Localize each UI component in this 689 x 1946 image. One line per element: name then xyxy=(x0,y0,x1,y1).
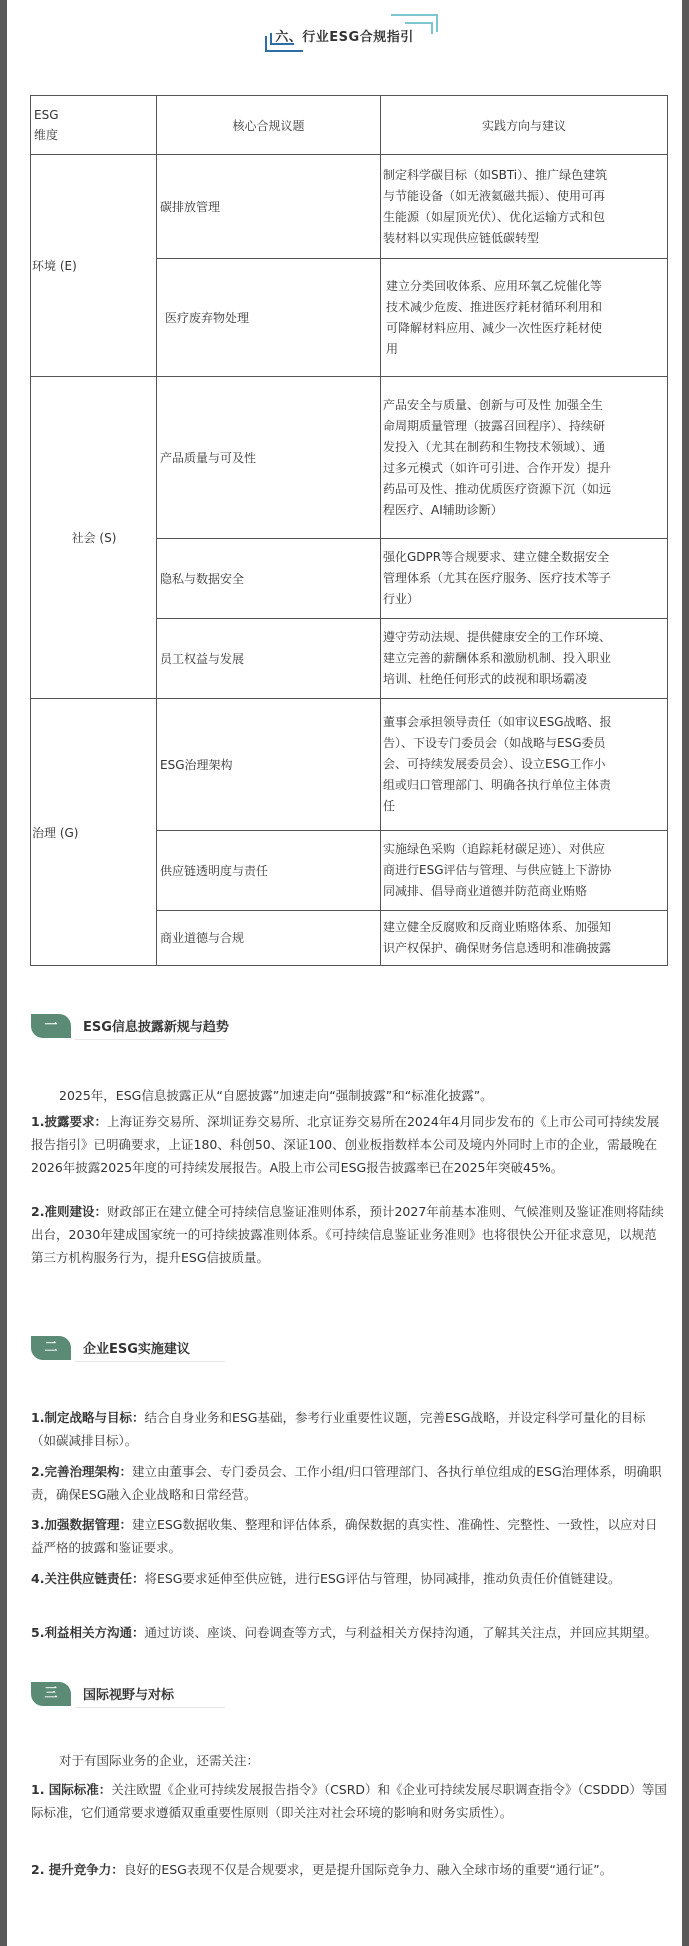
practice-line: 药品可及性、推动优质医疗资源下沉（如远 xyxy=(383,481,612,496)
practice-line: 生能源（如屋顶光伏）、优化运输方式和包 xyxy=(383,209,606,224)
dimension-cell: 社会 (S) xyxy=(31,377,157,699)
practice-line: 行业） xyxy=(383,592,420,606)
practice-line: 产品安全与质量、创新与可及性 加强全生 xyxy=(383,397,603,412)
section3-item-1: 1. 国际标准：关注欧盟《企业可持续发展报告指令》（CSRD）和《企业可持续发展尽职调查指令》（CSDDD）等国际标准，它们通常要求遵循双重重要性原则（即关注对社会环境的影响和财务实质性）。 xyxy=(31,1782,667,1820)
practice-line: 董事会承担领导责任（如审议ESG战略、报 xyxy=(383,715,612,729)
practice-cell xyxy=(381,377,668,539)
practice-line: 建立健全反腐败和反商业贿赂体系、加强知 xyxy=(383,920,612,934)
topic-cell: 医疗废弃物处理 xyxy=(157,259,381,377)
section-title: 国际视野与对标 xyxy=(83,1688,175,1703)
section2-item-1: 1.制定战略与目标：结合自身业务和ESG基础，参考行业重要性议题，完善ESG战略，并设定科学可量化的目标（如碳减排目标）。 xyxy=(31,1410,646,1448)
table-header-row xyxy=(31,96,668,155)
section2-item-4: 4.关注供应链责任：将ESG要求延伸至供应链，进行ESG评估与管理，协同减排，推动负责任价值链建设。 xyxy=(31,1571,621,1586)
section1-intro: 2025年，ESG信息披露正从“自愿披露”加速走向“强制披露”和“标准化披露”。 xyxy=(59,1088,493,1103)
practice-line: 识产权保护、确保财务信息透明和准确披露 xyxy=(383,941,612,955)
topic-cell: 产品质量与可及性 xyxy=(157,377,381,539)
header-practice: 实践方向与建议 xyxy=(381,96,668,155)
practice-line: 发投入（尤其在制药和生物技术领域）、通 xyxy=(383,439,606,454)
topic-cell: 隐私与数据安全 xyxy=(157,539,381,619)
practice-cell xyxy=(381,619,668,699)
practice-line: 强化GDPR等合规要求、建立健全数据安全 xyxy=(383,550,610,564)
section-underline xyxy=(75,1707,225,1708)
header-dimension: ESG 维度 xyxy=(31,96,157,155)
left-frame-bar xyxy=(0,0,7,1946)
practice-line: 可降解材料应用、减少一次性医疗耗材使 xyxy=(386,320,603,335)
section-title: 企业ESG实施建议 xyxy=(83,1342,190,1357)
practice-cell xyxy=(381,155,668,259)
section1-item-1: 1.披露要求：上海证券交易所、深圳证券交易所、北京证券交易所在2024年4月同步发布的《上市公司可持续发展报告指引》已明确要求，上证180、科创50、深证100、创业板指数样本公司及境内外同时上市的企业，需最晚在2026年披露2025年度的可持续发展报告。A股上市公司ESG报告披露率已在2025年突破45%。 xyxy=(31,1114,660,1175)
section-title: ESG信息披露新规与趋势 xyxy=(83,1020,229,1035)
practice-line: 技术减少危废、推进医疗耗材循环利用和 xyxy=(386,299,603,314)
topic-cell: 碳排放管理 xyxy=(157,155,381,259)
topic-cell: 员工权益与发展 xyxy=(157,619,381,699)
practice-cell xyxy=(381,259,668,377)
table-row xyxy=(31,377,668,539)
practice-line: 商进行ESG评估与管理、与供应链上下游协 xyxy=(383,863,612,877)
section1-item-2: 2.准则建设：财政部正在建立健全可持续信息鉴证准则体系，预计2027年前基本准则、气候准则及鉴证准则将陆续出台，2030年建成国家统一的可持续披露准则体系。《可持续信息鉴证业务准则》也将很快公开征求意见，以规范第三方机构服务行为，提升ESG信披质量。 xyxy=(31,1204,664,1265)
section3-item-2: 2. 提升竞争力：良好的ESG表现不仅是合规要求，更是提升国际竞争力、融入全球市场的重要“通行证”。 xyxy=(31,1862,613,1877)
practice-line: 遵守劳动法规、提供健康安全的工作环境、 xyxy=(383,630,612,644)
dimension-cell: 环境 (E) xyxy=(31,155,157,377)
practice-cell xyxy=(381,699,668,831)
practice-line: 程医疗、AI辅助诊断） xyxy=(383,502,503,517)
practice-cell xyxy=(381,911,668,966)
esg-compliance-table xyxy=(30,95,668,966)
section-underline xyxy=(75,1039,225,1040)
article-page xyxy=(7,0,682,1946)
right-frame-bar xyxy=(682,0,689,1946)
section-number-badge: 三 xyxy=(31,1682,71,1706)
dimension-cell: 治理 (G) xyxy=(31,699,157,966)
table-row xyxy=(31,155,668,259)
page-title: 六、行业ESG合规指引 xyxy=(275,30,414,45)
practice-line: 装材料以实现供应链低碳转型 xyxy=(383,230,540,245)
practice-line: 任 xyxy=(383,799,396,813)
practice-line: 管理体系（尤其在医疗服务、医疗技术等子 xyxy=(383,571,612,585)
topic-cell: ESG治理架构 xyxy=(157,699,381,831)
section-number-badge: 二 xyxy=(31,1336,71,1360)
practice-line: 命周期质量管理（披露召回程序）、持续研 xyxy=(383,418,606,433)
topic-cell: 供应链透明度与责任 xyxy=(157,831,381,911)
header-topic: 核心合规议题 xyxy=(157,96,381,155)
practice-line: 会、可持续发展委员会）、设立ESG工作小 xyxy=(383,757,606,771)
practice-line: 建立分类回收体系、应用环氧乙烷催化等 xyxy=(386,278,603,293)
table-row xyxy=(31,699,668,831)
practice-line: 组或归口管理部门、明确各执行单位主体责 xyxy=(383,778,612,792)
practice-line: 培训、杜绝任何形式的歧视和职场霸凌 xyxy=(383,672,588,686)
practice-cell xyxy=(381,831,668,911)
practice-line: 与节能设备（如无液氦磁共振）、使用可再 xyxy=(383,188,606,203)
practice-cell xyxy=(381,539,668,619)
section2-item-5: 5.利益相关方沟通：通过访谈、座谈、问卷调查等方式，与利益相关方保持沟通，了解其关注点，并回应其期望。 xyxy=(31,1625,657,1640)
practice-line: 同减排、倡导商业道德并防范商业贿赂 xyxy=(383,884,588,898)
section3-intro: 对于有国际业务的企业，还需关注： xyxy=(59,1753,260,1768)
section-number-badge: 一 xyxy=(31,1014,71,1038)
practice-line: 过多元模式（如许可引进、合作开发）提升 xyxy=(383,460,612,475)
section2-item-2: 2.完善治理架构：建立由董事会、专门委员会、工作小组/归口管理部门、各执行单位组成的ESG治理体系，明确职责，确保ESG融入企业战略和日常经营。 xyxy=(31,1464,662,1502)
practice-line: 用 xyxy=(386,341,399,356)
topic-cell: 商业道德与合规 xyxy=(157,911,381,966)
practice-line: 制定科学碳目标（如SBTi）、推广绿色建筑 xyxy=(383,167,608,182)
practice-line: 告）、下设专门委员会（如战略与ESG委员 xyxy=(383,736,606,750)
practice-line: 建立完善的薪酬体系和激励机制、投入职业 xyxy=(383,651,612,665)
section-underline xyxy=(75,1361,225,1362)
practice-line: 实施绿色采购（追踪耗材碳足迹）、对供应 xyxy=(383,842,606,856)
section2-item-3: 3.加强数据管理：建立ESG数据收集、整理和评估体系，确保数据的真实性、准确性、完整性、一致性，以应对日益严格的披露和鉴证要求。 xyxy=(31,1517,658,1555)
